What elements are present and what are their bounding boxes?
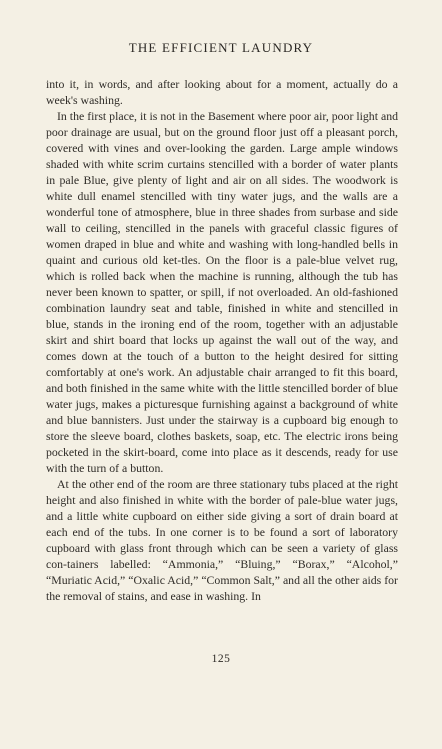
paragraph-continued: into it, in words, and after looking about for a moment, actually do a week's washing. — [46, 77, 398, 107]
paragraph-room-description: In the first place, it is not in the Basement where poor air, poor light and poor drainage are usual, but on the ground floor just off a pleasant porch, covered with vines and over-looking the garden. Large ample windows shaded with white scrim curtains stencilled with a border of water plants in pale Blue, give plenty of light and air on all sides. The woodwork is white dull enamel stencilled with tiny water jugs, and the walls are a wonderful tone of atmosphere, blue in three shades from surbase and side wall to ceiling, stencilled in the panels with graceful classic figures of women draped in blue and white and washing with long-handled bells in quaint and curious old ket-tles. On the floor is a pale-blue velvet rug, which is rolled back when the machine is running, although the tub has never been known to spatter, or spill, if not overloaded. An old-fashioned combination laundry seat and table, finished in white and stencilled in blue, stands in the ironing end of the room, together with an adjustable skirt and shirt board that locks up against the wall out of the way, and comes down at the touch of a button to the height desired for sitting comfortably at one's work. An adjustable chair arranged to fit this board, and both finished in the same white with the little stencilled border of blue water jugs, makes a picturesque furnishing against a background of white and blue bannisters. Just under the stairway is a cupboard big enough to store the sleeve board, clothes baskets, soap, etc. The electric irons being pocketed in the skirt-board, come into place as it descends, ready for use with the turn of a button. — [46, 109, 398, 475]
paragraph-tubs-and-cupboard: At the other end of the room are three stationary tubs placed at the right height and also finished in white with the border of pale-blue water jugs, and a little white cupboard on either side giving a sort of drain board at each end of the tubs. In one corner is to be found a sort of laboratory cupboard with glass front through which can be seen a variety of glass con-tainers labelled: “Ammonia,” “Bluing,” “Borax,” “Alcohol,” “Muriatic Acid,” “Oxalic Acid,” “Common Salt,” and all the other aids for the removal of stains, and ease in washing. In — [46, 477, 398, 603]
running-head: THE EFFICIENT LAUNDRY — [128, 40, 314, 55]
body-text — [46, 76, 398, 604]
page-number: 125 — [211, 653, 231, 665]
